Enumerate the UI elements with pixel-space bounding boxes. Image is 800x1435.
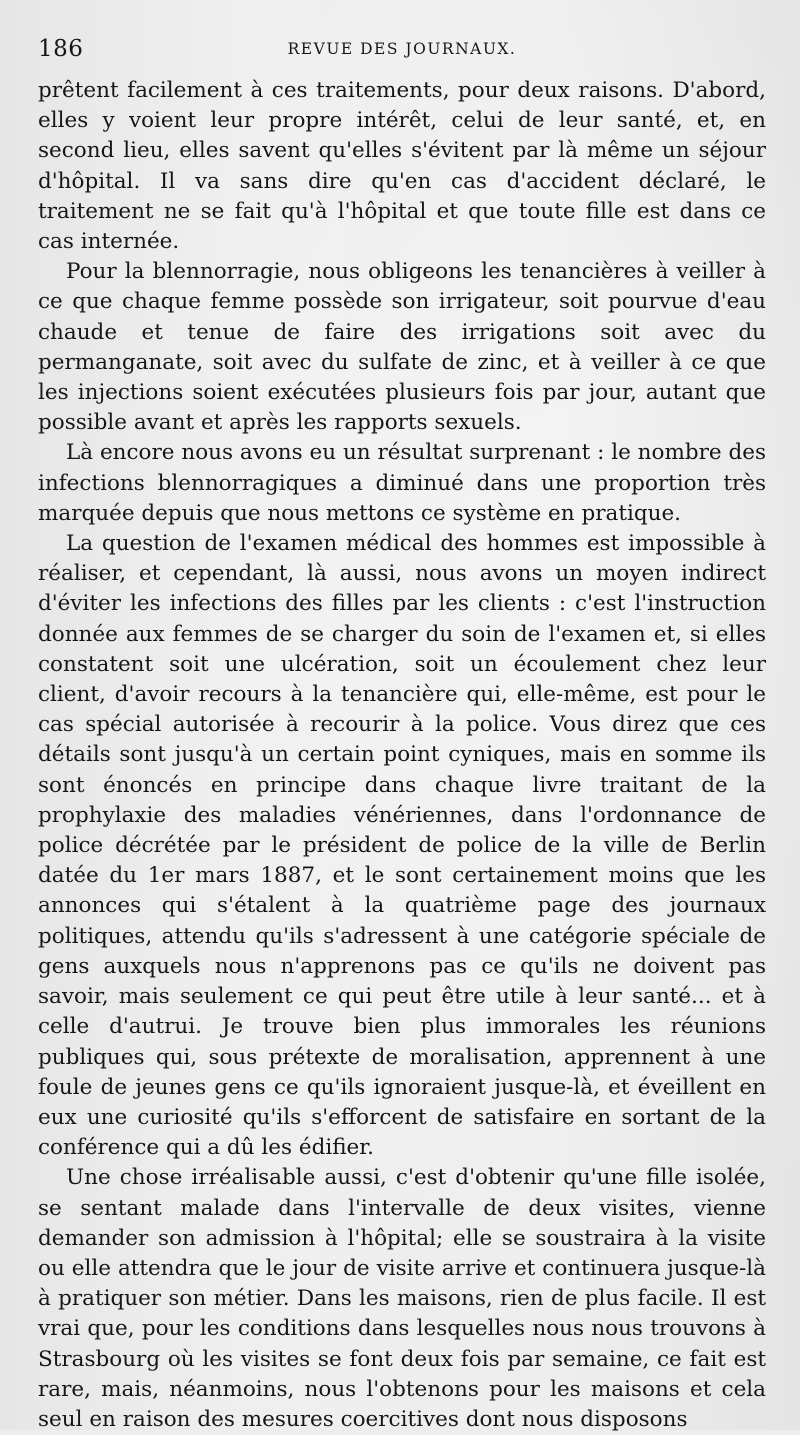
- paragraph: Pour la blennorragie, nous obligeons les tenancières à veiller à ce que chaque femme possède son irrigateur, soit pourvue d'eau chaude et tenue de faire des irrigations soit avec du permanganate, soit avec du sulfate de zinc, et à veiller à ce que les injections soient exécutées plusieurs fois par jour, autant que possible avant et après les rapports sexuels.: [38, 259, 766, 436]
- body-text: [38, 76, 766, 1435]
- page-number: 186: [38, 36, 84, 62]
- paragraph: prêtent facilement à ces traitements, pour deux raisons. D'abord, elles y voient leur propre intérêt, celui de leur santé, et, en second lieu, elles savent qu'elles s'évitent par là même un séjour d'hôpital. Il va sans dire qu'en cas d'accident déclaré, le traitement ne se fait qu'à l'hôpital et que toute fille est dans ce cas internée.: [38, 78, 766, 255]
- paragraph: Une chose irréalisable aussi, c'est d'obtenir qu'une fille isolée, se sentant malade dans l'intervalle de deux visites, vienne demander son admission à l'hôpital; elle se soustraira à la visite ou elle attendra que le jour de visite arrive et continuera jusque-là à pratiquer son métier. Dans les maisons, rien de plus facile. Il est vrai que, pour les conditions dans lesquelles nous nous trouvons à Strasbourg où les visites se font deux fois par semaine, ce fait est rare, mais, néanmoins, nous l'obtenons pour les maisons et cela seul en raison des mesures coercitives dont nous disposons: [38, 1165, 766, 1432]
- paragraph: La question de l'examen médical des hommes est impossible à réaliser, et cependant, là aussi, nous avons un moyen indirect d'éviter les infections des filles par les clients : c'est l'instruction donnée aux femmes de se charger du soin de l'examen et, si elles constatent soit une ulcération, soit un écoulement chez leur client, d'avoir recours à la tenancière qui, elle-même, est pour le cas spécial autorisée à recourir à la police. Vous direz que ces détails sont jusqu'à un certain point cyniques, mais en somme ils sont énoncés en principe dans chaque livre traitant de la prophylaxie des maladies vénériennes, dans l'ordonnance de police décrétée par le président de police de la ville de Berlin datée du 1er mars 1887, et le sont certainement moins que les annonces qui s'étalent à la quatrième page des journaux politiques, attendu qu'ils s'adressent à une catégorie spéciale de gens auxquels nous n'apprenons pas ce qu'ils ne doivent pas savoir, mais seulement ce qui peut être utile à leur santé... et à celle d'autrui. Je trouve bien plus immorales les réunions publiques qui, sous prétexte de moralisation, apprennent à une foule de jeunes gens ce qu'ils ignoraient jusque-là, et éveillent en eux une curiosité qu'ils s'efforcent de satisfaire en sortant de la conférence qui a dû les édifier.: [38, 531, 766, 1161]
- running-title: REVUE DES JOURNAUX.: [287, 40, 517, 58]
- paragraph: Là encore nous avons eu un résultat surprenant : le nombre des infections blennorragiques a diminué dans une proportion très marquée depuis que nous mettons ce système en pratique.: [38, 440, 766, 526]
- running-head: [38, 36, 766, 70]
